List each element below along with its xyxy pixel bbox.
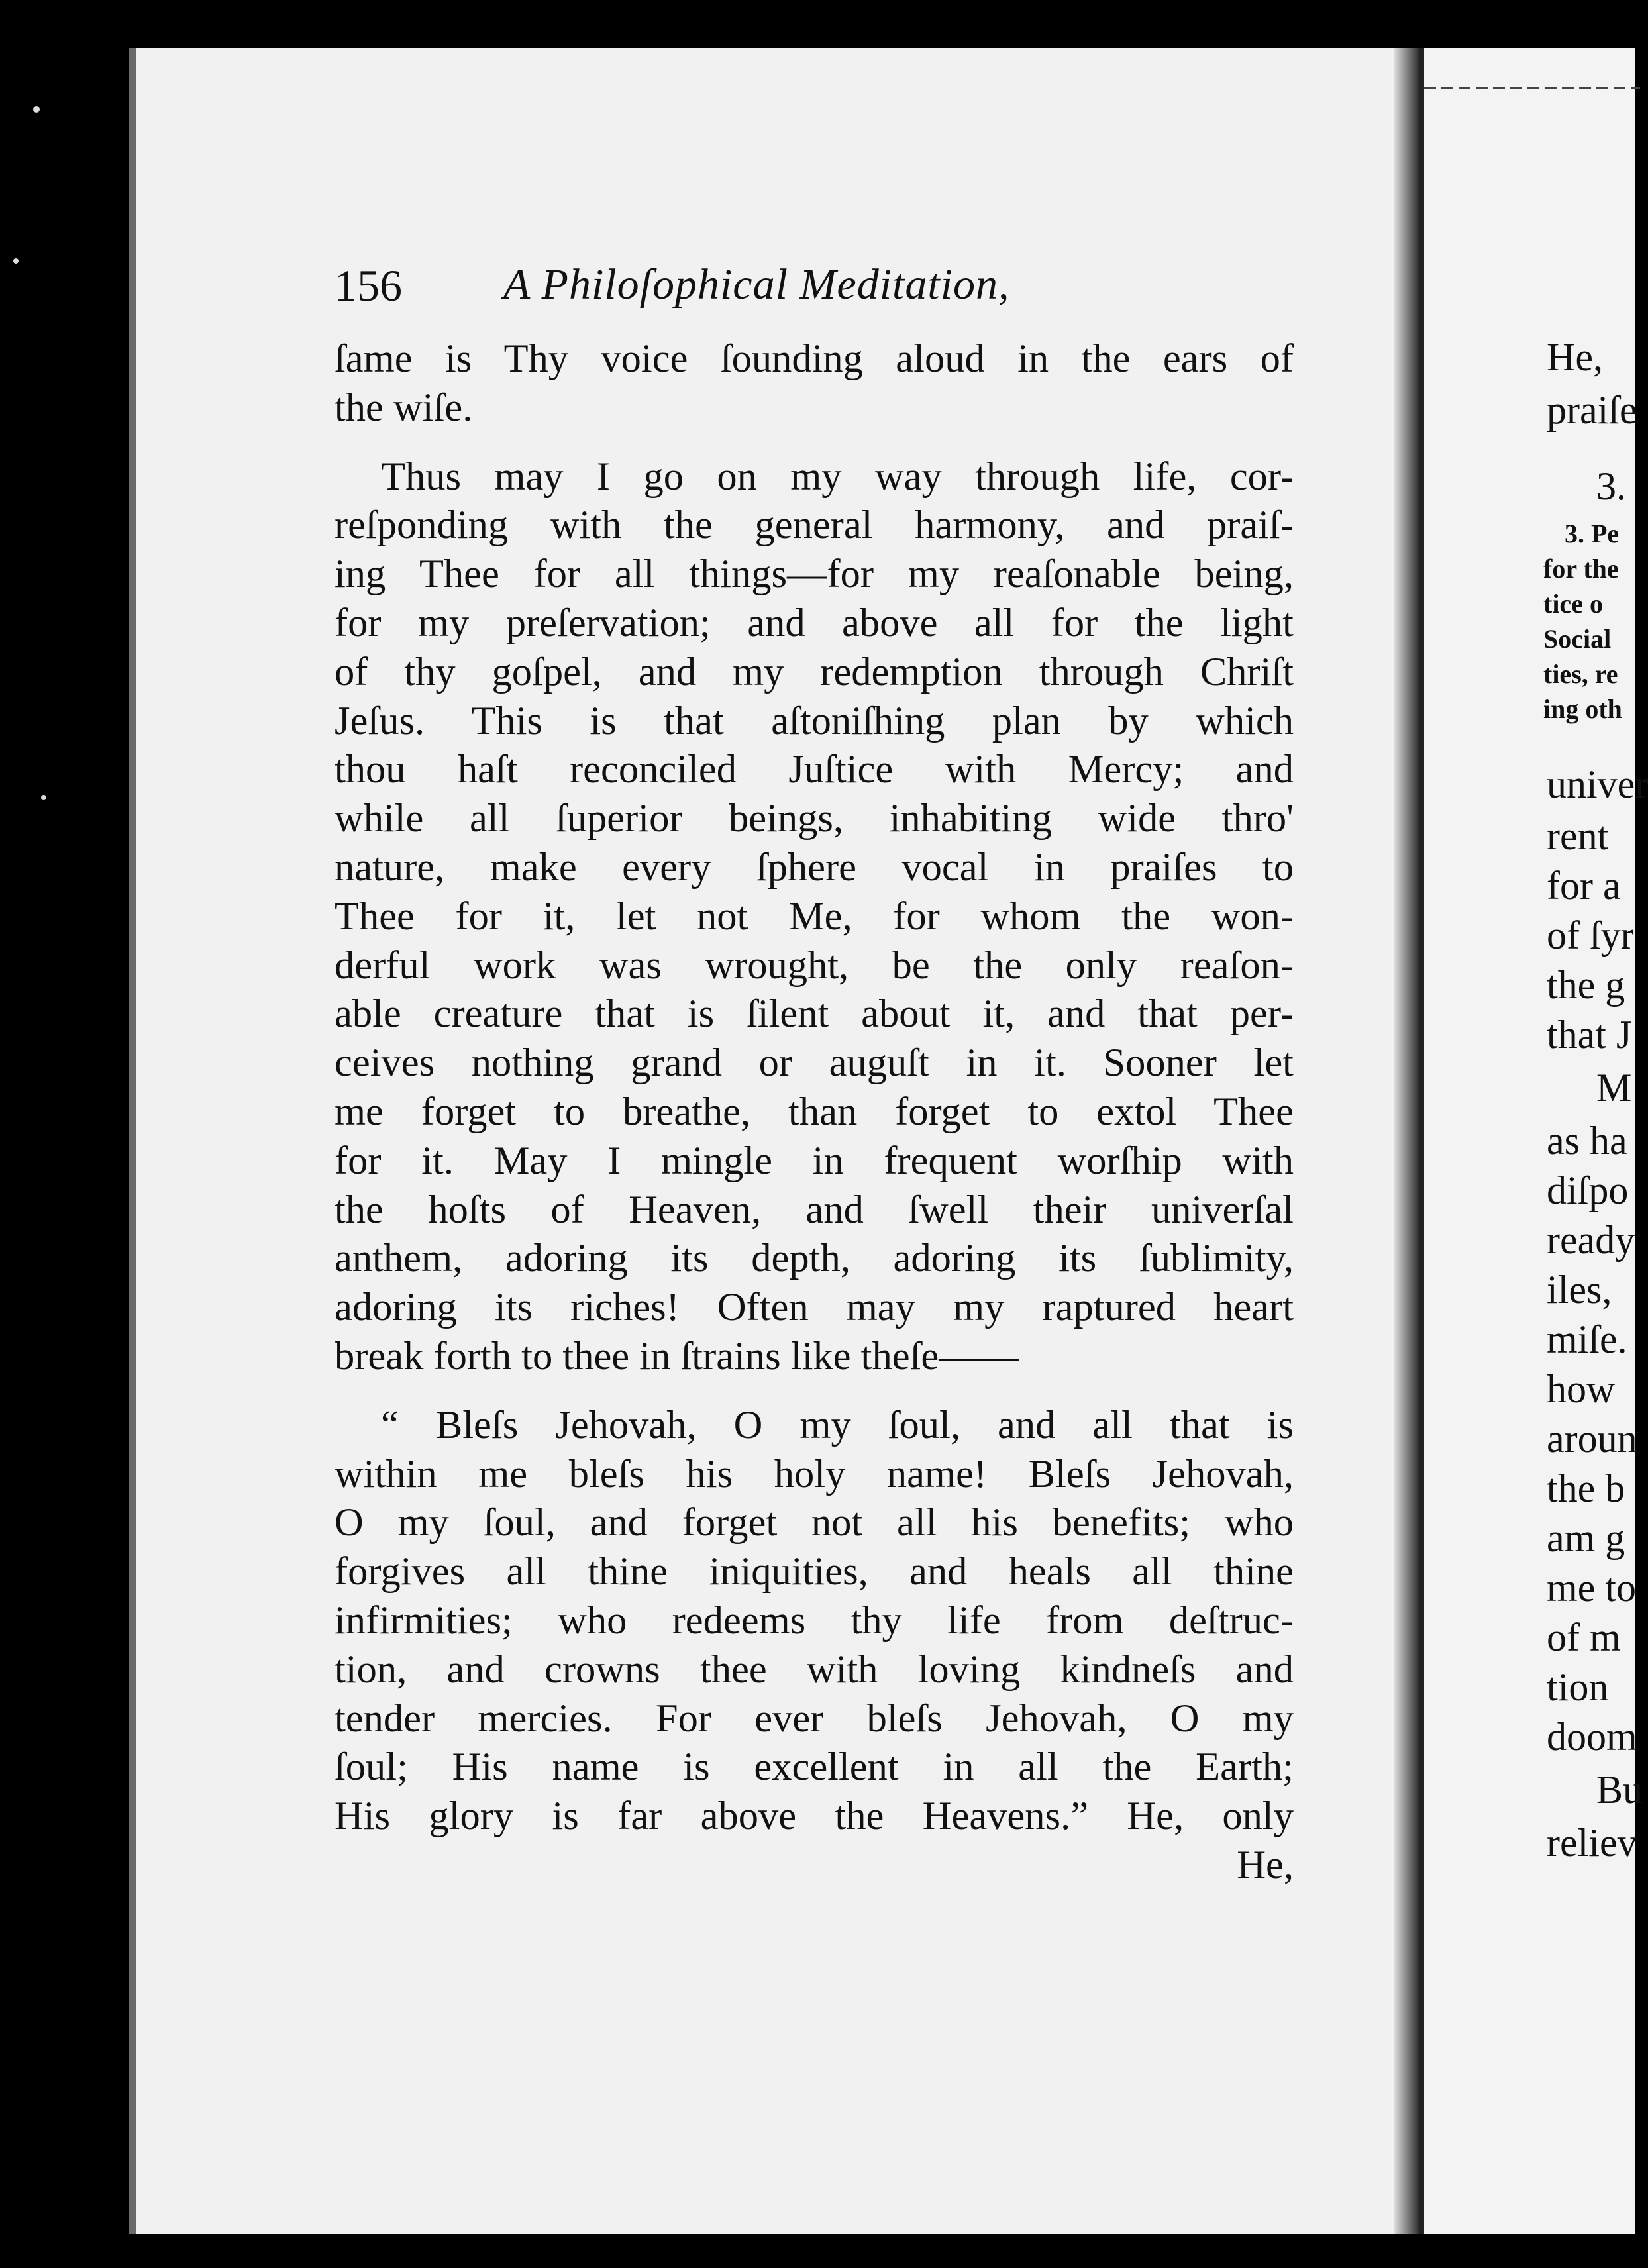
- text-line: tender mercies. For ever bleſs Jehovah, O my: [335, 1696, 1294, 1741]
- text-line: of thy goſpel, and my redemption through Chriſt: [335, 649, 1294, 694]
- text-line: adoring its riches! Often may my raptured heart: [335, 1285, 1294, 1330]
- scan-speck: [33, 106, 40, 113]
- text-line: “ Bleſs Jehovah, O my ſoul, and all that is: [381, 1402, 1294, 1447]
- text-line: infirmities; who redeems thy life from deſtruc-: [335, 1598, 1294, 1643]
- text-line: ſame is Thy voice ſounding aloud in the ears of: [335, 336, 1294, 381]
- text-line: for it. May I mingle in frequent worſhip with: [335, 1138, 1294, 1183]
- fragment-line: miſe.: [1547, 1317, 1627, 1361]
- text-line: ſoul; His name is excellent in all the Earth;: [335, 1745, 1294, 1790]
- note-line: ing oth: [1543, 694, 1622, 724]
- text-line: anthem, adoring its depth, adoring its ſublimity,: [335, 1236, 1294, 1281]
- text-line: Thee for it, let not Me, for whom the won-: [335, 894, 1294, 939]
- fragment-line: tion: [1547, 1665, 1609, 1709]
- text-line: for my preſervation; and above all for the light: [335, 600, 1294, 645]
- text-line: ceives nothing grand or auguſt in it. Sooner let: [335, 1041, 1294, 1086]
- text-line: ing Thee for all things—for my reaſonable being,: [335, 552, 1294, 597]
- fragment-line: of ſyr: [1547, 913, 1634, 957]
- catchword: He,: [1237, 1842, 1294, 1887]
- text-line: forgives all thine iniquities, and heals all thine: [335, 1549, 1294, 1594]
- text-line: me forget to breathe, than forget to extol Thee: [335, 1089, 1294, 1134]
- scan-speck: [41, 795, 46, 800]
- fragment-line: the g: [1547, 963, 1625, 1007]
- text-line: Thus may I go on my way through life, cor-: [381, 454, 1294, 499]
- book-gutter: [1394, 48, 1421, 2234]
- text-line: within me bleſs his holy name! Bleſs Jehovah,: [335, 1451, 1294, 1496]
- text-line: His glory is far above the Heavens.” He, only: [335, 1794, 1294, 1839]
- fragment-line: M: [1596, 1066, 1632, 1109]
- fragment-line: that J: [1547, 1013, 1632, 1057]
- text-line: reſponding with the general harmony, and praiſ-: [335, 503, 1294, 548]
- text-line: the wiſe.: [335, 385, 473, 430]
- fragment-line: doom: [1547, 1715, 1637, 1759]
- fragment-line: the b: [1547, 1467, 1625, 1510]
- fragment-line: am g: [1547, 1516, 1625, 1560]
- right-page-top-rule: [1424, 87, 1640, 89]
- fragment-line: aroun: [1547, 1417, 1637, 1461]
- fragment-line: univer: [1547, 762, 1648, 806]
- fragment-line: me to: [1547, 1566, 1636, 1610]
- fragment-line: ready: [1547, 1218, 1635, 1262]
- scan-speck: [13, 258, 19, 264]
- fragment-line: 3.: [1596, 464, 1626, 508]
- fragment-line: of m: [1547, 1616, 1621, 1659]
- running-title: A Philoſophical Meditation,: [503, 260, 1010, 309]
- fragment-line: how: [1547, 1367, 1616, 1411]
- paragraph-2: [335, 452, 1294, 1381]
- page-number: 156: [335, 260, 402, 311]
- text-line: thou haſt reconciled Juſtice with Mercy; and: [335, 747, 1294, 792]
- note-line: for the: [1543, 554, 1619, 584]
- note-line: tice o: [1543, 589, 1603, 619]
- text-line: tion, and crowns thee with loving kindneſs and: [335, 1647, 1294, 1692]
- fragment-line: reliev: [1547, 1821, 1637, 1865]
- paragraph-3: [335, 1401, 1294, 1841]
- fragment-line: iles,: [1547, 1268, 1612, 1312]
- fragment-line: as ha: [1547, 1119, 1627, 1162]
- note-line: 3. Pe: [1565, 519, 1620, 548]
- paragraph-1: [335, 335, 1294, 433]
- text-line: O my ſoul, and forget not all his benefits; who: [335, 1500, 1294, 1545]
- running-head: [0, 260, 1635, 319]
- note-line: Social: [1543, 624, 1612, 654]
- text-line: Jeſus. This is that aſtoniſhing plan by which: [335, 698, 1294, 743]
- fragment-line: Bu: [1596, 1768, 1643, 1812]
- note-line: ties, re: [1543, 659, 1618, 689]
- fragment-line: rent: [1547, 814, 1609, 858]
- text-line: able creature that is ſilent about it, and that per-: [335, 992, 1294, 1037]
- body-text: [335, 335, 1294, 1890]
- text-line: while all ſuperior beings, inhabiting wide thro': [335, 796, 1294, 841]
- text-line: the hoſts of Heaven, and ſwell their univerſal: [335, 1187, 1294, 1232]
- text-line: break forth to thee in ſtrains like theſe——: [335, 1333, 1019, 1378]
- fragment-line: praiſe: [1547, 388, 1637, 432]
- text-line: derful work was wrought, be the only reaſon-: [335, 943, 1294, 988]
- text-line: nature, make every ſphere vocal in praiſes to: [335, 845, 1294, 890]
- fragment-line: He,: [1547, 335, 1603, 379]
- fragment-line: for a: [1547, 864, 1621, 907]
- fragment-line: diſpo: [1547, 1168, 1629, 1212]
